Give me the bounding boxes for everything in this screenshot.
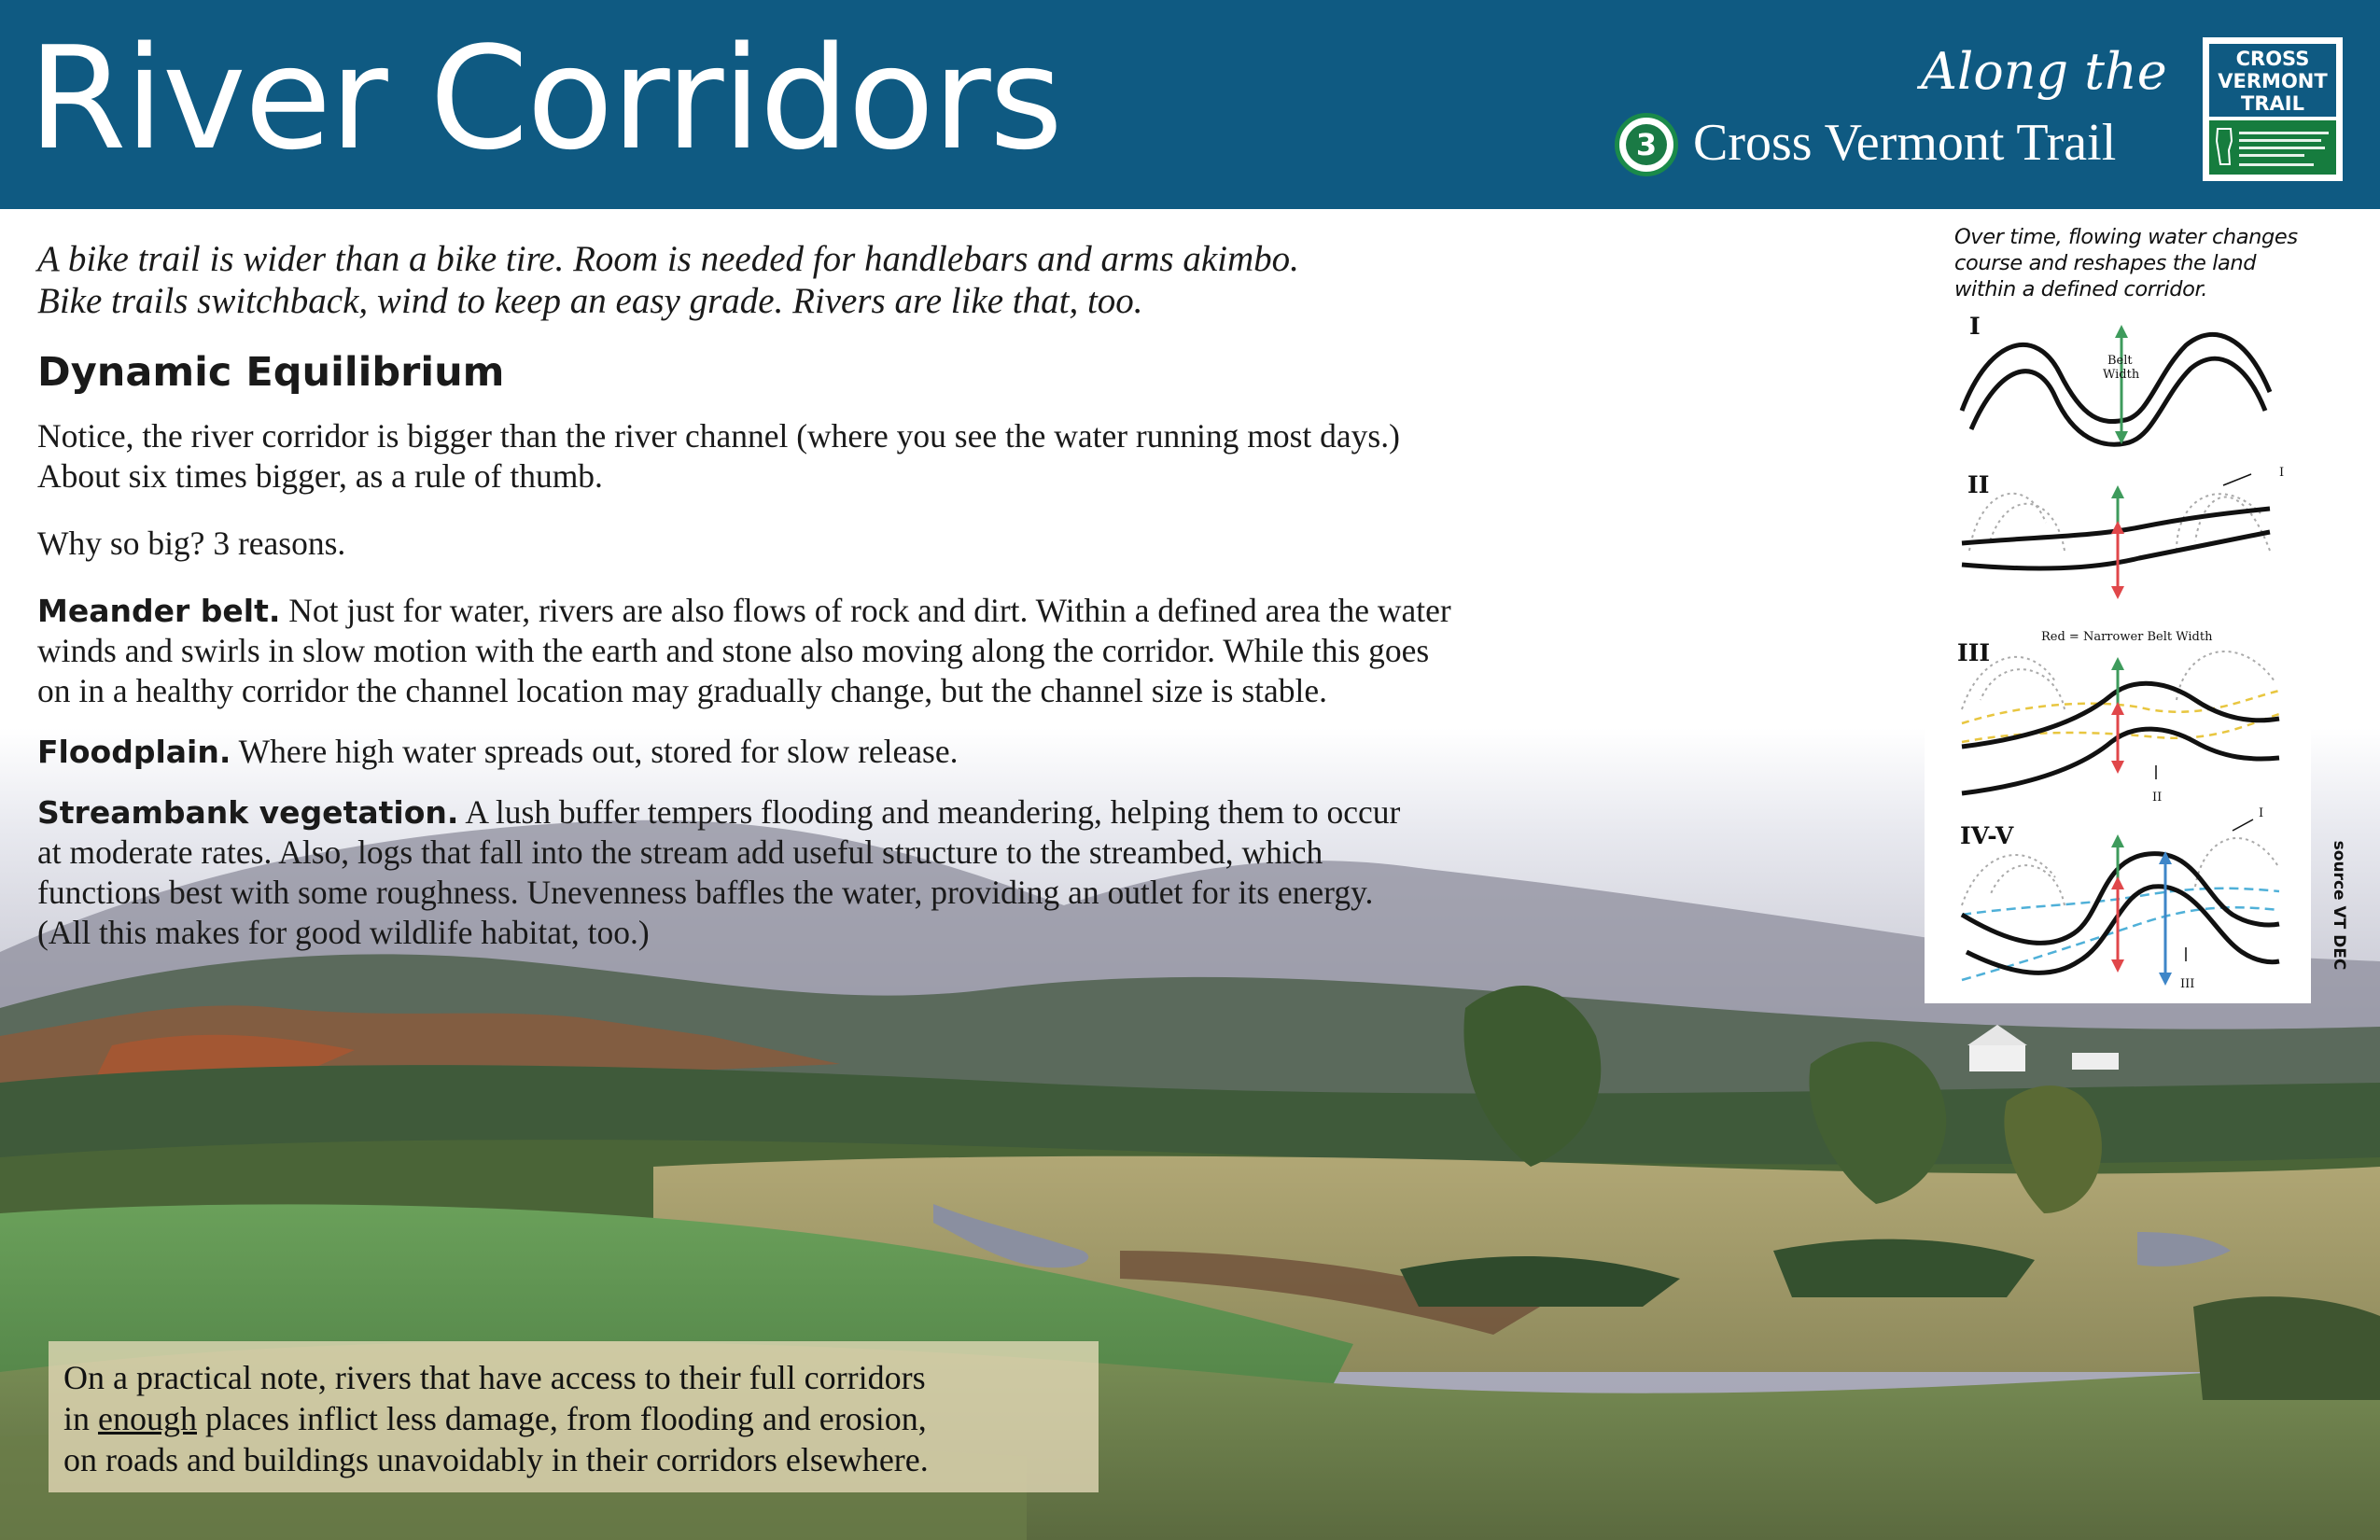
practical-note-box — [49, 1341, 1099, 1492]
logo-fine-print — [2239, 154, 2304, 157]
trail-number: 3 — [1626, 124, 1667, 165]
meander-belt-line-2: winds and swirls in slow motion with the earth and stone also moving along the corridor. While this goes — [37, 632, 1430, 669]
meander-belt-line-1 — [37, 591, 1451, 631]
floodplain-line — [37, 732, 958, 772]
caption-line-2: course and reshapes the land — [1954, 251, 2257, 275]
caption-line-3: within a defined corridor. — [1954, 277, 2208, 301]
intro-line-1: A bike trail is wider than a bike tire. Room is needed for handlebars and arms akimbo. — [37, 239, 1299, 279]
stage-IV-marker-III: III — [2180, 977, 2195, 991]
logo-green-panel — [2209, 120, 2336, 175]
paragraph-1-line-2: About six times bigger, as a rule of thumb. — [37, 457, 603, 495]
note-line-3: on roads and buildings unavoidably in their corridors elsewhere. — [63, 1441, 929, 1478]
meander-evolution-diagram — [1925, 308, 2311, 1003]
stage-II-label: II — [1967, 471, 1990, 498]
note-line-1: On a practical note, rivers that have access to their full corridors — [63, 1359, 926, 1396]
meander-belt-text: Not just for water, rivers are also flows of rock and dirt. Within a defined area the water — [280, 592, 1451, 629]
paragraph-1-line-1: Notice, the river corridor is bigger than the river channel (where you see the water running most days.) — [37, 417, 1400, 455]
belt-width-label-1: Belt — [2107, 354, 2133, 368]
logo-fine-print — [2239, 139, 2321, 142]
source-credit-text: source VT DEC — [2330, 840, 2348, 971]
red-narrower-belt-note: Red = Narrower Belt Width — [2041, 630, 2213, 644]
diagram-caption — [1954, 224, 2298, 302]
trail-name: Cross Vermont Trail — [1693, 114, 2117, 172]
stage-II-marker: I — [2279, 466, 2285, 480]
note-emphasis-word: enough — [98, 1400, 197, 1437]
streambank-line-2: at moderate rates. Also, logs that fall into the stream add useful structure to the streambed, which — [37, 833, 1323, 871]
vermont-map-icon — [2215, 128, 2233, 165]
belt-width-label-2: Width — [2103, 368, 2140, 382]
trail-number-badge — [1615, 113, 1678, 176]
note-line-2-end: places inflict less damage, from flooding and erosion, — [197, 1400, 927, 1437]
logo-fine-print — [2239, 147, 2325, 149]
section-heading: Dynamic Equilibrium — [37, 349, 505, 396]
streambank-line-1 — [37, 792, 1400, 833]
meander-belt-lead: Meander belt. — [37, 593, 281, 629]
page-title: River Corridors — [28, 16, 1061, 181]
streambank-text: A lush buffer tempers flooding and meandering, helping them to occur — [458, 793, 1401, 831]
source-credit — [2320, 840, 2358, 971]
header-bar — [0, 0, 2380, 209]
streambank-lead: Streambank vegetation. — [37, 794, 459, 831]
intro-line-2: Bike trails switchback, wind to keep an easy grade. Rivers are like that, too. — [37, 281, 1143, 321]
cross-vermont-trail-logo — [2203, 37, 2343, 181]
logo-fine-print — [2239, 132, 2329, 134]
note-line-2 — [63, 1398, 929, 1439]
streambank-line-3: functions best with some roughness. Unevenness baffles the water, providing an outlet for its energy. — [37, 874, 1374, 911]
stage-I-label: I — [1969, 313, 1981, 340]
stage-III-marker: II — [2152, 791, 2163, 805]
meander-belt-line-3: on in a healthy corridor the channel location may gradually change, but the channel size is stable. — [37, 672, 1328, 709]
along-the-label: Along the — [1921, 42, 2167, 101]
streambank-line-4: (All this makes for good wildlife habitat, too.) — [37, 914, 650, 951]
floodplain-text: Where high water spreads out, stored for slow release. — [231, 733, 959, 770]
stage-III-label: III — [1957, 639, 1991, 666]
floodplain-lead: Floodplain. — [37, 734, 231, 770]
stage-IV-marker-I: I — [2259, 806, 2264, 820]
practical-note-text — [63, 1357, 929, 1480]
reasons-intro: Why so big? 3 reasons. — [37, 525, 346, 562]
logo-fine-print — [2239, 163, 2314, 166]
logo-wordmark: CROSS VERMONT TRAIL — [2209, 44, 2336, 117]
caption-line-1: Over time, flowing water changes — [1954, 225, 2298, 249]
stage-IV-V-label: IV-V — [1960, 822, 2014, 849]
note-line-2-start: in — [63, 1400, 99, 1437]
